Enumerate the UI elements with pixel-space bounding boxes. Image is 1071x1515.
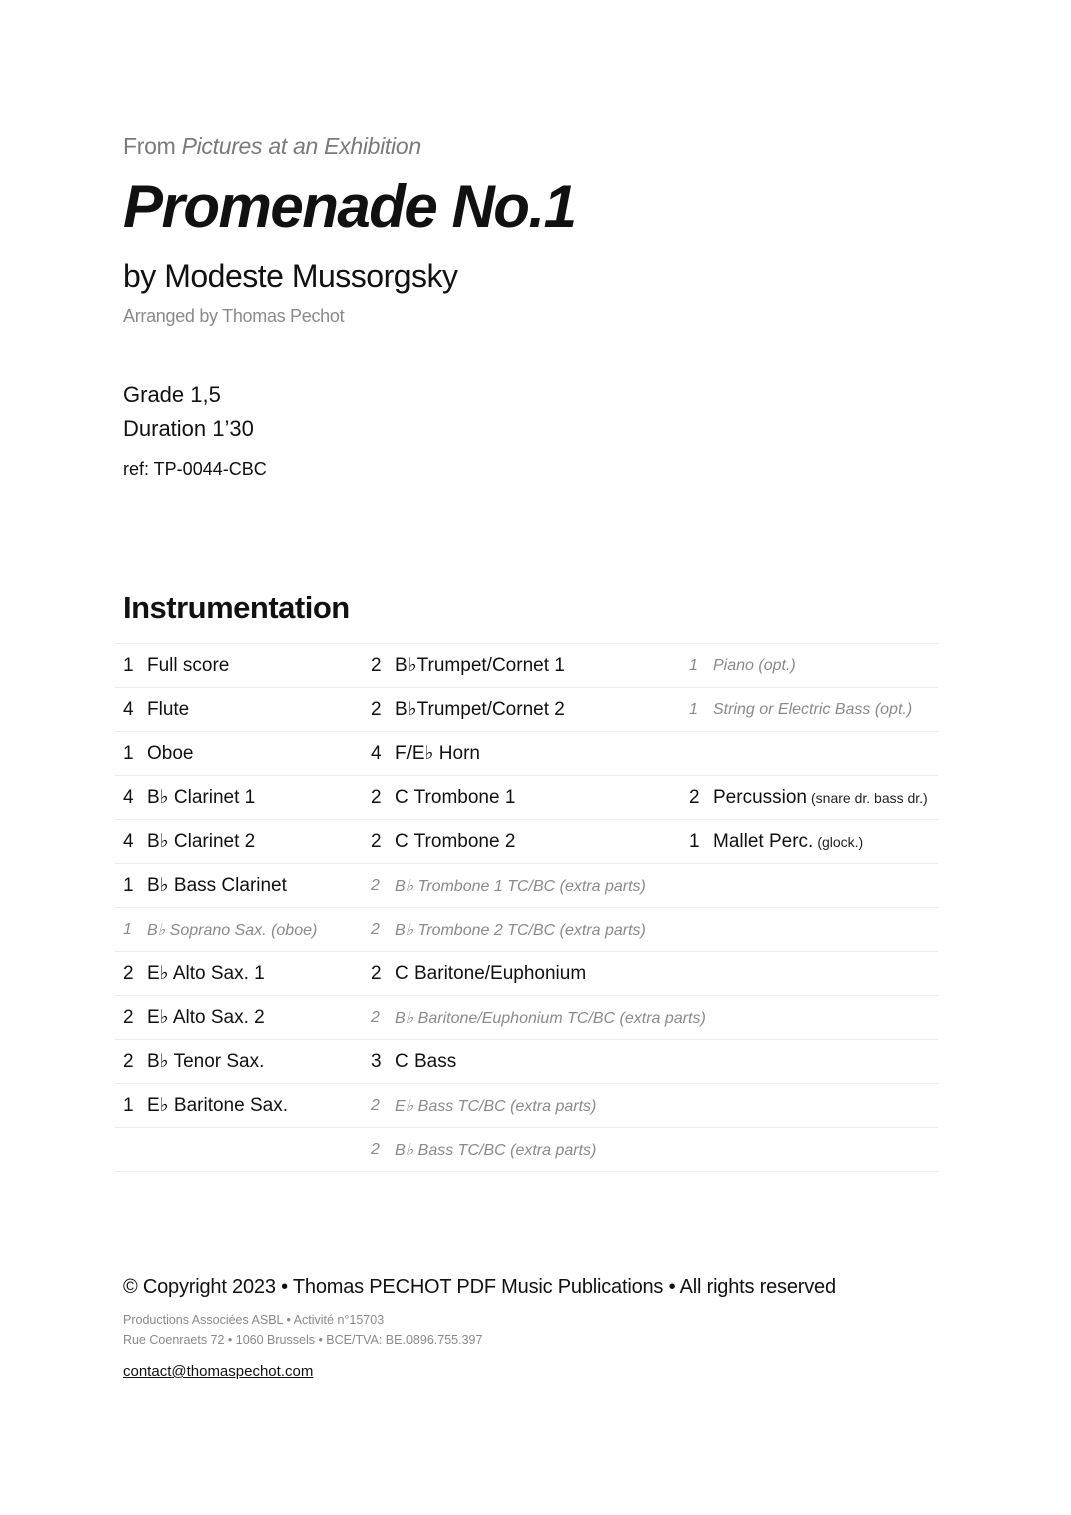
instrument-name: Full score xyxy=(147,654,230,676)
instrument-name: B♭ Soprano Sax. (oboe) xyxy=(147,921,318,939)
instrument-quantity: 2 xyxy=(371,920,380,938)
instrument-quantity: 2 xyxy=(371,698,382,720)
instrument-name: C Trombone 2 xyxy=(395,830,516,852)
table-row xyxy=(115,1039,938,1083)
duration-text: Duration 1’30 xyxy=(123,416,254,441)
instrument-quantity: 2 xyxy=(371,654,382,676)
table-row xyxy=(115,1083,938,1127)
instrument-entry xyxy=(689,776,928,819)
instrument-quantity: 1 xyxy=(123,1094,134,1116)
instrument-quantity: 1 xyxy=(123,920,132,938)
instrument-quantity: 3 xyxy=(371,1050,382,1072)
instrument-name: Flute xyxy=(147,698,190,720)
table-row xyxy=(115,1127,938,1172)
instrument-entry xyxy=(123,820,255,863)
instrument-quantity: 2 xyxy=(371,830,382,852)
work-source-title: Pictures at an Exhibition xyxy=(181,133,421,159)
table-row xyxy=(115,643,938,687)
instrument-name: B♭ Clarinet 1 xyxy=(147,787,256,808)
instrument-name: E♭ Bass TC/BC (extra parts) xyxy=(395,1097,597,1115)
instrument-name: B♭ Trombone 1 TC/BC (extra parts) xyxy=(395,877,646,895)
table-row xyxy=(115,863,938,907)
instrument-name: B♭ Bass TC/BC (extra parts) xyxy=(395,1141,597,1159)
instrument-quantity: 2 xyxy=(123,1050,134,1072)
instrument-name: B♭Trumpet/Cornet 2 xyxy=(395,699,565,720)
contact-email-link[interactable]: contact@thomaspechot.com xyxy=(123,1363,314,1380)
instrument-name: E♭ Baritone Sax. xyxy=(147,1095,288,1116)
instrument-entry xyxy=(371,820,515,863)
composer-byline: by Modeste Mussorgsky xyxy=(123,258,458,294)
instrument-name: B♭ Clarinet 2 xyxy=(147,831,256,852)
instrument-name: B♭ Baritone/Euphonium TC/BC (extra parts) xyxy=(395,1009,706,1027)
instrument-quantity: 2 xyxy=(371,1008,380,1026)
instrument-name: C Baritone/Euphonium xyxy=(395,962,587,984)
instrument-entry xyxy=(371,644,565,687)
table-row xyxy=(115,819,938,863)
instrument-name: Oboe xyxy=(147,742,194,764)
instrument-name: String or Electric Bass (opt.) xyxy=(713,700,913,718)
instrument-entry-optional xyxy=(123,908,317,951)
instrument-note: (glock.) xyxy=(817,833,864,850)
instrument-entry xyxy=(123,732,193,775)
instrument-quantity: 2 xyxy=(371,1096,380,1114)
instrument-name: E♭ Alto Sax. 2 xyxy=(147,1007,265,1028)
instrument-quantity: 4 xyxy=(123,698,134,720)
instrument-quantity: 2 xyxy=(371,962,382,984)
instrument-quantity: 4 xyxy=(123,786,134,808)
instrument-quantity: 2 xyxy=(123,1006,134,1028)
instrument-quantity: 1 xyxy=(689,830,700,852)
instrument-entry xyxy=(123,996,265,1039)
from-prefix: From xyxy=(123,133,182,159)
instrument-entry-optional xyxy=(689,688,912,731)
copyright-line: © Copyright 2023 • Thomas PECHOT PDF Music Publications • All rights reserved xyxy=(123,1276,836,1298)
instrument-name: Percussion xyxy=(713,786,807,808)
instrument-quantity: 2 xyxy=(123,962,134,984)
instrument-entry-optional xyxy=(371,864,646,907)
instrument-entry xyxy=(371,952,586,995)
instrumentation-heading: Instrumentation xyxy=(123,590,350,625)
instrument-name: C Bass xyxy=(395,1050,457,1072)
instrument-name: E♭ Alto Sax. 1 xyxy=(147,963,265,984)
instrument-entry xyxy=(371,1040,456,1083)
instrument-quantity: 2 xyxy=(689,786,700,808)
grade-text: Grade 1,5 xyxy=(123,382,221,407)
instrument-quantity: 1 xyxy=(123,654,134,676)
instrument-entry xyxy=(371,776,515,819)
instrument-name: Mallet Perc. xyxy=(713,830,814,852)
instrument-entry xyxy=(123,1084,288,1127)
table-row xyxy=(115,687,938,731)
instrument-entry xyxy=(123,644,229,687)
instrument-quantity: 2 xyxy=(371,876,380,894)
instrument-entry xyxy=(123,688,189,731)
instrument-quantity: 2 xyxy=(371,1140,380,1158)
instrument-entry-optional xyxy=(371,996,706,1039)
table-row xyxy=(115,995,938,1039)
instrument-quantity: 1 xyxy=(689,656,698,674)
instrument-name: Piano (opt.) xyxy=(713,656,796,674)
instrument-name: B♭ Tenor Sax. xyxy=(147,1051,265,1072)
instrument-quantity: 2 xyxy=(371,786,382,808)
instrument-entry xyxy=(689,820,863,863)
table-row xyxy=(115,951,938,995)
reference-code: ref: TP-0044-CBC xyxy=(123,459,267,479)
instrument-entry xyxy=(371,688,565,731)
instrument-entry-optional xyxy=(371,1128,596,1171)
instrument-quantity: 4 xyxy=(371,742,382,764)
instrument-name: B♭ Bass Clarinet xyxy=(147,875,287,896)
instrument-entry xyxy=(123,952,265,995)
table-row xyxy=(115,731,938,775)
piece-title: Promenade No.1 xyxy=(123,173,576,240)
table-row xyxy=(115,907,938,951)
instrument-entry-optional xyxy=(689,644,796,687)
instrument-quantity: 4 xyxy=(123,830,134,852)
publisher-address-line-1: Productions Associées ASBL • Activité n°15703 xyxy=(123,1313,385,1327)
instrument-entry-optional xyxy=(371,1084,596,1127)
instrument-name: F/E♭ Horn xyxy=(395,743,480,764)
instrument-entry xyxy=(123,1040,264,1083)
instrument-quantity: 1 xyxy=(123,874,134,896)
instrument-quantity: 1 xyxy=(689,700,698,718)
instrument-entry-optional xyxy=(371,908,646,951)
instrument-name: C Trombone 1 xyxy=(395,786,516,808)
instrument-entry xyxy=(123,776,255,819)
arranger-line: Arranged by Thomas Pechot xyxy=(123,306,345,326)
work-source-line xyxy=(123,133,421,160)
instrument-note: (snare dr. bass dr.) xyxy=(811,789,928,806)
table-row xyxy=(115,775,938,819)
instrument-name: B♭ Trombone 2 TC/BC (extra parts) xyxy=(395,921,646,939)
instrument-name: B♭Trumpet/Cornet 1 xyxy=(395,655,565,676)
publisher-address-line-2: Rue Coenraets 72 • 1060 Brussels • BCE/TVA: BE.0896.755.397 xyxy=(123,1333,483,1347)
instrument-entry xyxy=(123,864,287,907)
instrument-entry xyxy=(371,732,480,775)
instrumentation-table xyxy=(115,643,938,1172)
instrument-quantity: 1 xyxy=(123,742,134,764)
